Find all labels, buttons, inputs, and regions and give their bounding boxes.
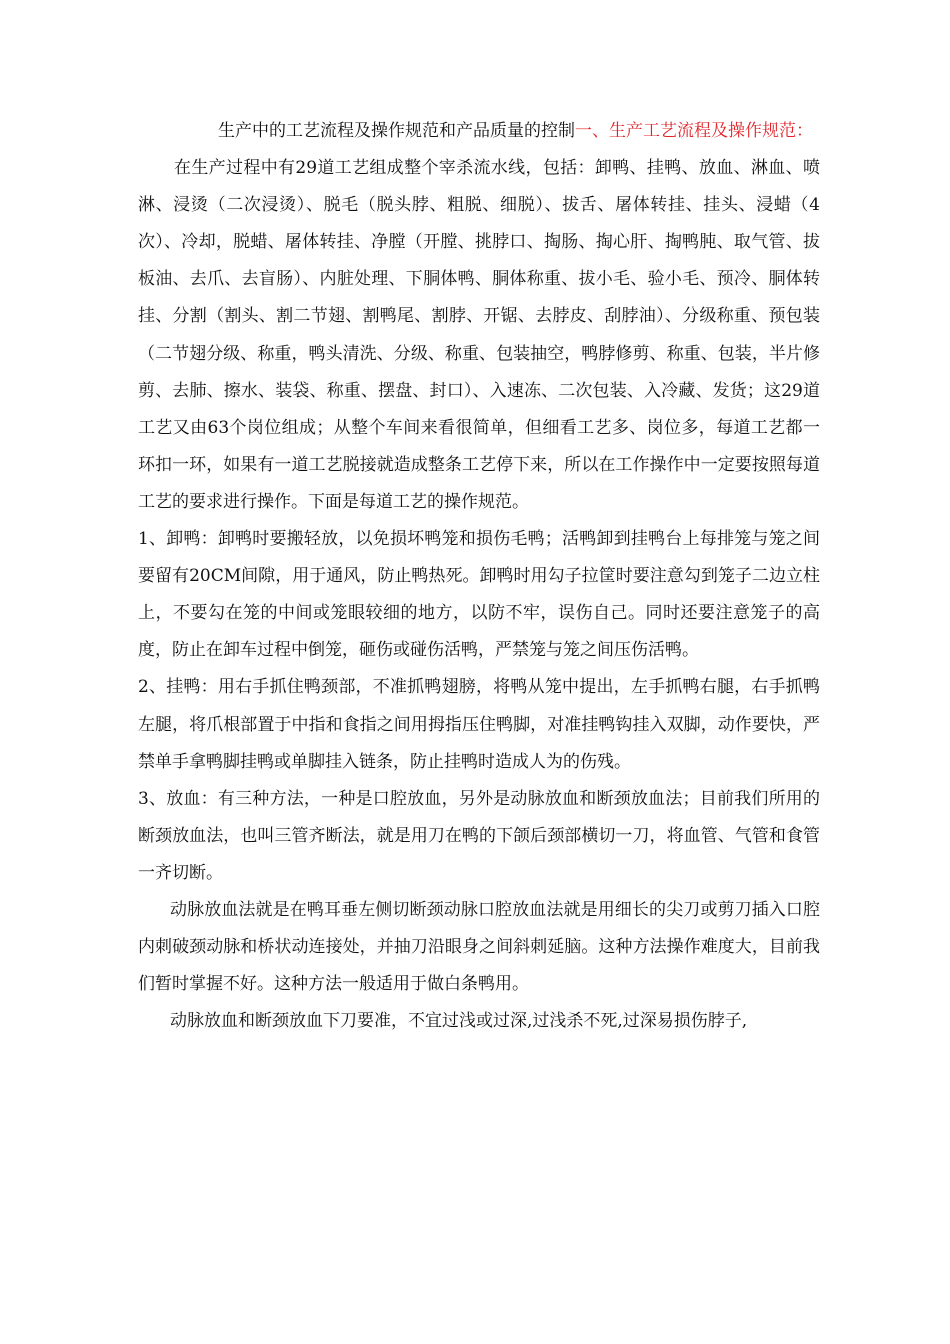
section-heading: 一、生产工艺流程及操作规范： [575, 121, 813, 141]
paragraph-step-1: 1、卸鸭：卸鸭时要搬轻放，以免损坏鸭笼和损伤毛鸭；活鸭卸到挂鸭台上每排笼与笼之间要留有20CM间隙，用于通风，防止鸭热死。卸鸭时用勾子拉筐时要注意勾到笼子二边立柱上，不要勾在笼的中间或笼眼较细的地方，以防不牢，误伤自己。同时还要注意笼子的高度，防止在卸车过程中倒笼，砸伤或碰伤活鸭，严禁笼与笼之间压伤活鸭。 [138, 529, 820, 661]
paragraph-step-2: 2、挂鸭：用右手抓住鸭颈部，不准抓鸭翅膀，将鸭从笼中提出，左手抓鸭右腿，右手抓鸭左腿，将爪根部置于中指和食指之间用拇指压住鸭脚，对准挂鸭钩挂入双脚，动作要快，严禁单手拿鸭脚挂鸭或单脚挂入链条，防止挂鸭时造成人为的伤残。 [138, 677, 820, 772]
paragraph-cut-depth: 动脉放血和断颈放血下刀要准，不宜过浅或过深,过浅杀不死,过深易损伤脖子, [170, 1011, 748, 1032]
title-main: 生产中的工艺流程及操作规范和产品质量的控制 [218, 121, 575, 141]
paragraph-step-3: 3、放血：有三种方法，一种是口腔放血，另外是动脉放血和断颈放血法；目前我们所用的断颈放血法，也叫三管齐断法，就是用刀在鸭的下颌后颈部横切一刀，将血管、气管和食管一齐切断。 [138, 788, 820, 883]
document-title [138, 113, 820, 150]
paragraph-intro: 在生产过程中有29道工艺组成整个宰杀流水线，包括：卸鸭、挂鸭、放血、淋血、喷淋、浸烫（二次浸烫）、脱毛（脱头脖、粗脱、细脱）、拔舌、屠体转挂、挂头、浸蜡（4次）、冷却，脱蜡、屠体转挂、净膛（开膛、挑脖口、掏肠、掏心肝、掏鸭肫、取气管、拔板油、去爪、去盲肠）、内脏处理、下胴体鸭、胴体称重、拔小毛、验小毛、预冷、胴体转挂、分割（割头、割二节翅、割鸭尾、割脖、开锯、去脖皮、刮脖油）、分级称重、预包装（二节翅分级、称重，鸭头清洗、分级、称重、包装抽空，鸭脖修剪、称重、包装，半片修剪、去肺、擦水、装袋、称重、摆盘、封口）、入速冻、二次包装、入冷藏、发货；这29道工艺又由63个岗位组成；从整个车间来看很简单，但细看工艺多、岗位多，每道工艺都一环扣一环，如果有一道工艺脱接就造成整条工艺停下来，所以在工作操作中一定要按照每道工艺的要求进行操作。下面是每道工艺的操作规范。 [138, 158, 820, 512]
document-body [138, 113, 820, 1040]
paragraph-artery-method: 动脉放血法就是在鸭耳垂左侧切断颈动脉口腔放血法就是用细长的尖刀或剪刀插入口腔内刺破颈动脉和桥状动连接处，并抽刀沿眼身之间斜刺延脑。这种方法操作难度大，目前我们暂时掌握不好。这种方法一般适用于做白条鸭用。 [138, 899, 820, 995]
